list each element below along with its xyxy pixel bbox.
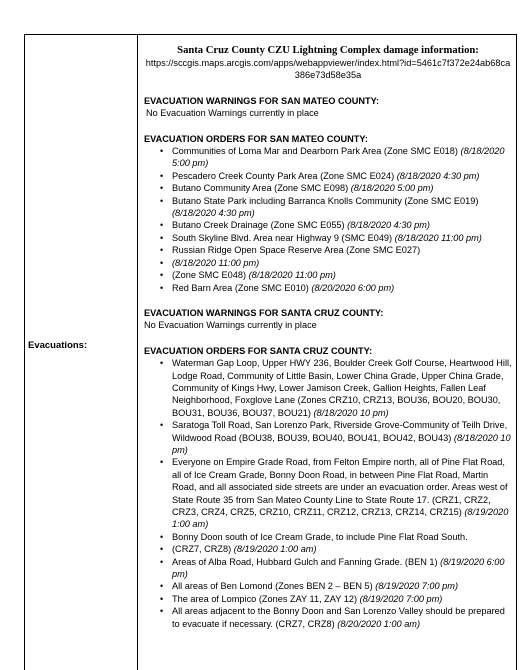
sc-warnings-note: No Evacuation Warnings currently in place xyxy=(144,320,317,331)
list-item: • Russian Ridge Open Space Reserve Area (Zone SMC E027) xyxy=(144,244,512,256)
sm-warnings-note: No Evacuation Warnings currently in place xyxy=(146,108,319,119)
list-item: • Everyone on Empire Grade Road, from Felton Empire north, all of Pine Flat Road, all of Ice Cream Grade, Bonny Doon Road, in between Pine Flat Road, Martin Road, and all associated side streets are under an evacuation order. Areas west of State Route 35 from San Mateo County Line to State Route 17. (CRZ1, CRZ2, CRZ3, CRZ4, CRZ5, CRZ10, CRZ11, CRZ12, CRZ13, CRZ14, CRZ15) (8/19/2020 1:00 am) xyxy=(144,456,512,530)
list-item: • Butano Community Area (Zone SMC E098) (8/18/2020 5:00 pm) xyxy=(144,182,512,194)
evacuations-table xyxy=(24,34,517,670)
sc-orders-heading: EVACUATION ORDERS FOR SANTA CRUZ COUNTY: xyxy=(144,345,373,356)
sm-orders-heading: EVACUATION ORDERS FOR SAN MATEO COUNTY: xyxy=(144,133,368,144)
list-item: • (Zone SMC E048) (8/18/2020 11:00 pm) xyxy=(144,269,512,281)
list-item: • Pescadero Creek County Park Area (Zone SMC E024) (8/18/2020 4:30 pm) xyxy=(144,170,512,182)
table-left-border xyxy=(24,34,25,670)
list-item: • (CRZ7, CRZ8) (8/19/2020 1:00 am) xyxy=(144,543,512,555)
sc-orders-list xyxy=(144,357,512,630)
damage-info-title: Santa Cruz County CZU Lightning Complex damage information: xyxy=(177,45,479,56)
table-right-border xyxy=(516,34,517,670)
list-item: • South Skyline Blvd. Area near Highway 9 (SMC E049) (8/18/2020 11:00 pm) xyxy=(144,232,512,244)
list-item: • All areas adjacent to the Bonny Doon and San Lorenzo Valley should be prepared to evacuate if necessary. (CRZ7, CRZ8) (8/20/2020 1:00 am) xyxy=(144,605,512,630)
list-item: • Areas of Alba Road, Hubbard Gulch and Fanning Grade. (BEN 1) (8/19/2020 6:00 pm) xyxy=(144,556,512,581)
list-item: • Saratoga Toll Road, San Lorenzo Park, Riverside Grove-Community of Teilh Drive, Wildwood Road (BOU38, BOU39, BOU40, BOU41, BOU42, BOU43) (8/18/2020 10 pm) xyxy=(144,419,512,456)
list-item: • Red Barn Area (Zone SMC E010) (8/20/2020 6:00 pm) xyxy=(144,282,512,294)
list-item: • (8/18/2020 11:00 pm) xyxy=(144,257,512,269)
table-top-border xyxy=(24,34,517,35)
list-item: • The area of Lompico (Zones ZAY 11, ZAY 12) (8/19/2020 7:00 pm) xyxy=(144,593,512,605)
table-column-divider xyxy=(137,34,138,670)
sm-orders-list xyxy=(144,145,512,294)
row-label: Evacuations: xyxy=(28,340,88,351)
list-item: • Bonny Doon south of Ice Cream Grade, to include Pine Flat Road South. xyxy=(144,531,512,543)
sc-warnings-heading: EVACUATION WARNINGS FOR SANTA CRUZ COUNTY: xyxy=(144,307,384,318)
evacuations-content xyxy=(144,44,512,630)
list-item: • Butano State Park including Barranca Knolls Community (Zone SMC E019) (8/18/2020 4:30 pm) xyxy=(144,195,512,220)
list-item: • Butano Creek Drainage (Zone SMC E055) (8/18/2020 4:30 pm) xyxy=(144,219,512,231)
damage-info-link[interactable]: https://sccgis.maps.arcgis.com/apps/webappviewer/index.html?id=5461c7f372e24ab68ca386e73d58e35a xyxy=(145,58,511,81)
list-item: • All areas of Ben Lomond (Zones BEN 2 – BEN 5) (8/19/2020 7:00 pm) xyxy=(144,580,512,592)
list-item: • Communities of Loma Mar and Dearborn Park Area (Zone SMC E018) (8/18/2020 5:00 pm) xyxy=(144,145,512,170)
list-item: • Waterman Gap Loop, Upper HWY 236, Boulder Creek Golf Course, Heartwood Hill, Lodge Road, Community of Little Basin, Lower China Grade, Upper China Grade, Community of Kings Hwy, Lower Jamison Creek, Gallion Heights, Fallen Leaf Neighborhood, Foxglove Lane (Zones CRZ10, CRZ13, BOU36, BOU20, BOU30, BOU31, BOU36, BOU37, BOU21) (8/18/2020 10 pm) xyxy=(144,357,512,419)
sm-warnings-heading: EVACUATION WARNINGS FOR SAN MATEO COUNTY: xyxy=(144,95,380,106)
